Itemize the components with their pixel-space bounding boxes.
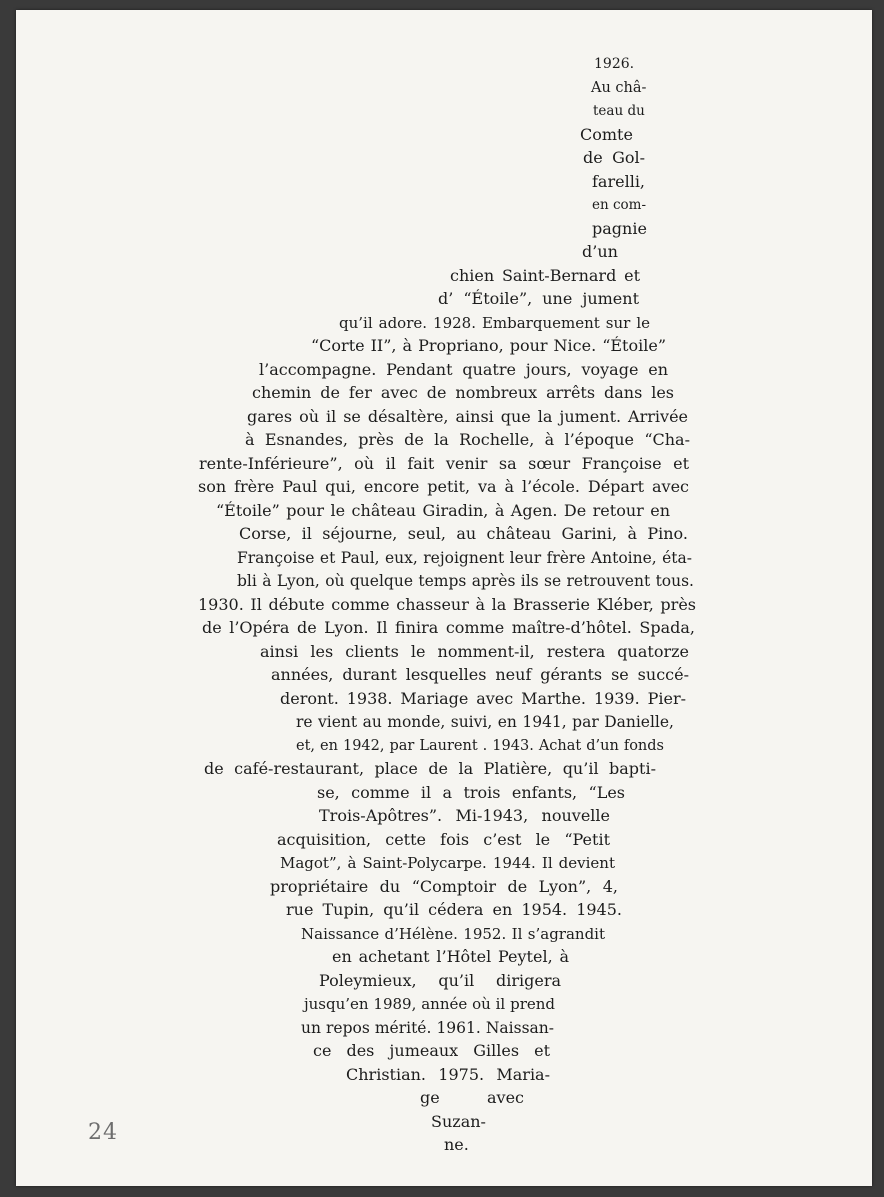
- text-line: ainsi les clients le nomment-il, restera quatorze: [260, 641, 689, 661]
- text-line: gares où il se désaltère, ainsi que la jument. Arrivée: [247, 406, 688, 426]
- text-line: ge avec: [420, 1088, 524, 1107]
- text-line: années, durant lesquelles neuf gérants se succé-: [271, 665, 689, 684]
- text-line: Trois-Apôtres”. Mi-1943, nouvelle: [319, 806, 610, 825]
- text-line: Magot”, à Saint-Polycarpe. 1944. Il devient: [280, 854, 615, 872]
- text-line: rente-Inférieure”, où il fait venir sa sœur Françoise et: [199, 453, 689, 473]
- text-line: Françoise et Paul, eux, rejoignent leur frère Antoine, éta-: [237, 548, 692, 567]
- text-line: re vient au monde, suivi, en 1941, par Danielle,: [296, 713, 674, 731]
- text-line: de Gol-: [583, 148, 645, 167]
- text-line: chien Saint-Bernard et: [450, 265, 640, 285]
- text-line: d’un: [582, 242, 618, 261]
- text-line: et, en 1942, par Laurent . 1943. Achat d’un fonds: [296, 737, 664, 754]
- text-line: chemin de fer avec de nombreux arrêts dans les: [252, 383, 674, 402]
- text-line: “Corte II”, à Propriano, pour Nice. “Étoile”: [311, 336, 666, 355]
- text-line: un repos mérité. 1961. Naissan-: [301, 1018, 554, 1037]
- text-line: teau du: [593, 103, 645, 119]
- text-line: Corse, il séjourne, seul, au château Garini, à Pino.: [239, 524, 688, 543]
- text-line: 1930. Il débute comme chasseur à la Brasserie Kléber, près: [198, 594, 696, 614]
- text-line: ne.: [444, 1135, 469, 1154]
- text-line: l’accompagne. Pendant quatre jours, voyage en: [259, 359, 668, 379]
- body-text-shaped: [16, 10, 872, 1186]
- document-page: [16, 10, 872, 1186]
- text-line: bli à Lyon, où quelque temps après ils se retrouvent tous.: [237, 572, 694, 590]
- text-line: Naissance d’Hélène. 1952. Il s’agrandit: [301, 924, 605, 943]
- text-line: Christian. 1975. Maria-: [346, 1064, 550, 1084]
- text-line: pagnie: [592, 218, 647, 238]
- text-line: Poleymieux, qu’il dirigera: [319, 970, 561, 990]
- text-line: acquisition, cette fois c’est le “Petit: [277, 829, 610, 849]
- text-line: rue Tupin, qu’il cédera en 1954. 1945.: [286, 900, 622, 919]
- text-line: jusqu’en 1989, année où il prend: [304, 995, 555, 1013]
- text-line: 1926.: [594, 56, 635, 72]
- text-line: qu’il adore. 1928. Embarquement sur le: [339, 313, 650, 332]
- text-line: “Étoile” pour le château Giradin, à Agen. De retour en: [216, 500, 670, 520]
- text-line: ce des jumeaux Gilles et: [313, 1041, 550, 1060]
- text-line: en achetant l’Hôtel Peytel, à: [332, 947, 569, 966]
- text-line: son frère Paul qui, encore petit, va à l’école. Départ avec: [198, 477, 689, 496]
- text-line: de café-restaurant, place de la Platière, qu’il bapti-: [204, 759, 656, 778]
- text-line: à Esnandes, près de la Rochelle, à l’époque “Cha-: [245, 430, 690, 449]
- text-line: Au châ-: [591, 79, 647, 96]
- text-line: en com-: [592, 197, 647, 213]
- page-number: 24: [88, 1120, 118, 1145]
- text-line: farelli,: [592, 171, 646, 191]
- text-line: Suzan-: [431, 1111, 486, 1131]
- text-line: propriétaire du “Comptoir de Lyon”, 4,: [270, 876, 618, 896]
- text-line: deront. 1938. Mariage avec Marthe. 1939. Pier-: [280, 688, 686, 708]
- text-line: se, comme il a trois enfants, “Les: [317, 782, 625, 802]
- text-line: Comte: [580, 124, 633, 144]
- text-line: de l’Opéra de Lyon. Il finira comme maître-d’hôtel. Spada,: [202, 618, 695, 637]
- text-line: d’ “Étoile”, une jument: [438, 289, 639, 308]
